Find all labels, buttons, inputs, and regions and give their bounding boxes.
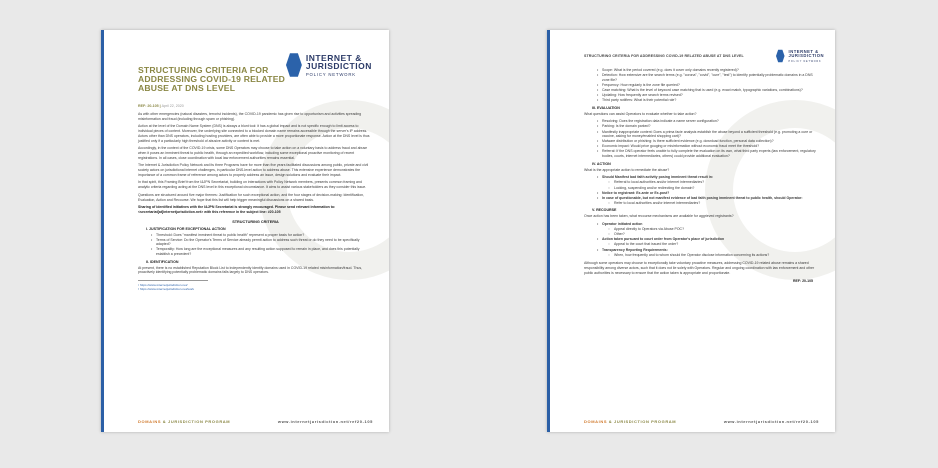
paragraph: Action at the level of the Domain Name System (DNS) is always a blunt tool: it has a global impact and is not specific enough to limit access to individual pieces of content. Moreover, the underlying site connected to a blocked domain name remains accessible through the server's IP address. Actors other than DNS operators, including hosting providers, are often able to provide a more proportionate response. Action at the DNS level is thus justified only if a particularly high threshold of abusive activity or content is met. xyxy=(138,124,370,143)
ijpn-logo xyxy=(286,52,382,78)
paragraph: In that spirit, this Framing Brief from the I&JPN Secretariat, building on interactions with Policy Network members, presents common framing and analytic criteria regarding acting at the DNS level in this exceptional circumstance. It aims to assist various stakeholders as they consider this issue. xyxy=(138,180,367,190)
list-item: • Case matching: What is the level of keyword case matching that is used (e.g. exact match, typographic variations, combinations)? xyxy=(602,88,819,93)
sub-item: ○ Locking, suspending and/or redirecting the domain? xyxy=(614,186,819,191)
list-item: • Referral: If the DNS operator feels unable to fully complete the evaluation on its own, what third party experts (law enforcement, regulatory bodies, courts, internet intermediaries, others) could provide additional evaluation? xyxy=(602,149,819,158)
list-item: • Notice to registrant: Ex-ante or Ex-post? xyxy=(602,191,819,196)
sub-item: ○ Referral to local authorities and/or internet intermediaries? xyxy=(614,180,819,185)
list-item: • Detection: How extensive are the search terms (e.g. "corona", "covid", "cure", "test") to identify potentially problematic domains in a DNS zone file? xyxy=(602,73,819,82)
list-item: • Temporality: How long are the exceptional measures and any resulting action supposed to remain in place, and does this potentially establish a precedent? xyxy=(156,247,373,256)
section-heading: IV. ACTION xyxy=(592,161,611,166)
paragraph: The Internet & Jurisdiction Policy Network and its three Programs have for more than five years facilitated discussions among public, private and civil society actors on jurisdictional internet challenges, in particular DNS-level action to address abuse. This extensive experience demonstrates the importance of a common frame of reference among actors to properly address an issue, design solutions and evaluate their impact. xyxy=(138,163,369,177)
logo-sub: POLICY NETWORK xyxy=(788,59,822,63)
footer-url[interactable]: www.internetjurisdiction.net/ref20-105 xyxy=(277,419,373,424)
paragraph: Once action has been taken, what recourse mechanisms are available for aggrieved registrants? xyxy=(584,214,734,219)
sub-item: ○ Other? xyxy=(614,232,819,237)
page-footer xyxy=(584,419,819,424)
running-title: STRUCTURING CRITERIA FOR ADDRESSING COVID-19 RELATED ABUSE AT DNS LEVEL xyxy=(584,54,744,58)
sub-item: ○ When, how frequently and to whom should the Operator disclose information concerning its actions? xyxy=(614,253,819,258)
sub-item: ○ Appeal directly to Operators via Abuse POC? xyxy=(614,227,819,232)
footer-program: DOMAINS & JURISDICTION PROGRAM xyxy=(138,419,231,424)
ref-number: REF: 20-105 xyxy=(792,279,813,284)
document-page-2 xyxy=(547,30,835,432)
list-item: • Operator initiated action xyxy=(602,222,819,227)
paragraph: At present, there is no established Reputation Block List to independently identify domains used in COVID-19 related misinformation/fraud. Thus, proactively identifying potentially problematic domains falls largely to DNS operators. xyxy=(138,265,363,275)
list-item: • Action taken pursuant to court order from Operator's place of jurisdiction xyxy=(602,237,819,242)
list-item: • Should Manifest bad faith activity posing imminent threat result in: xyxy=(602,175,819,180)
footnote-link[interactable]: ¹ https://www.internetjurisdiction.net/ xyxy=(138,283,188,288)
list-item: • In case of questionable, but not manifest evidence of bad faith posing imminent threat to public health, should Operator: xyxy=(602,196,819,201)
paragraph: Accordingly, in the context of the COVID-19 crisis, some DNS Operators may choose to take action on a voluntary basis to address fraud and abuse when it poses an imminent threat to public health, through an expedited workflow, including some exceptional proactive monitoring of recent registrations. In all cases, close coordination with local law enforcement authorities remains essential. xyxy=(138,146,368,160)
paragraph-contact: Sharing of identified initiatives with the I&JPN Secretariat is strongly encouraged. Please send relevant information to: <secretariat[at]internetjurisdiction.net> with this reference in the subject line: #20-105 xyxy=(138,205,336,214)
list-item: • Frequency: How regularly is the zone file queried? xyxy=(602,83,819,88)
footnote-divider xyxy=(138,280,208,281)
paragraph: What questions can assist Operators to evaluate whether to take action? xyxy=(584,111,697,116)
section-heading: I. JUSTIFICATION FOR EXCEPTIONAL ACTION xyxy=(146,226,226,231)
paragraph: Questions are structured around five major themes: Justification for such exceptional action, and the four stages of decision-making: Identification, Evaluation, Action and Recourse. We hope that this list will help trigger meaningful discussions on a shared basis. xyxy=(138,192,365,202)
paragraph: As with other emergencies (natural disasters, terrorist incidents), the COVID-19 pandemic has given rise to opportunism and activities spreading misinformation and fraud (including through spam or phishing). xyxy=(138,112,362,121)
closing-paragraph: Although some operators may choose to exceptionally take voluntary proactive measures, addressing COVID-19 related abuse remains a shared responsibility among diverse actors, such that it does not lie solely with Operators. Regular and ongoing coordination with law enforcement and other public authorities is necessary to ensure that the action taken is appropriate and proportionate. xyxy=(584,261,815,275)
document-page-1 xyxy=(101,30,389,432)
list-item: • Third party notifiers: What is their potential role? xyxy=(602,98,819,103)
list-item: • Economic impact: Would price gouging or misinformation without economic fraud meet the threshold? xyxy=(602,144,819,149)
list-item: • Malware distribution or phishing: Is there sufficient evidence (e.g. download function, personal data collection)? xyxy=(602,139,819,144)
list-item: • Terms of Service: Do the Operator's Terms of Service already permit action to address such threat or do they need to be specifically adapted? xyxy=(156,238,373,247)
paragraph: What is the appropriate action to remediate the abuse? xyxy=(584,167,670,172)
sub-item: ○ Appeal to the court that issued the order? xyxy=(614,242,819,247)
ijpn-logo xyxy=(776,49,830,63)
section-heading: III. EVALUATION xyxy=(592,105,620,110)
footnote-link[interactable]: ² https://www.internetjurisdiction.net/work xyxy=(138,287,195,292)
page-footer xyxy=(138,419,373,424)
list-item: • Parking: Is the domain parked? xyxy=(602,124,819,129)
footer-url[interactable]: www.internetjurisdiction.net/ref20-105 xyxy=(723,419,819,424)
section-heading: V. RECOURSE xyxy=(592,208,617,213)
section-heading: II. IDENTIFICATION xyxy=(146,259,179,264)
sub-item: ○ Refer to local authorities and/or internet intermediaries? xyxy=(614,201,819,206)
reference-line: REF: 20-105 | April 22, 2020 xyxy=(138,104,184,108)
list-item: • Resolving: Does the registration data indicate a name server configuration? xyxy=(602,119,819,124)
ref-number: REF: 20-105 xyxy=(138,104,159,108)
list-item: • Scope: What is the period covered (e.g. does it cover only domains recently registered)? xyxy=(602,68,819,73)
footer-program: DOMAINS & JURISDICTION PROGRAM xyxy=(584,419,677,424)
list-item: • Updating: How frequently are search terms revised? xyxy=(602,93,819,98)
document-title: STRUCTURING CRITERIA FOR ADDRESSING COVID-19 RELATED ABUSE AT DNS LEVEL xyxy=(138,65,286,93)
hexagon-logo-icon xyxy=(286,52,302,78)
list-item: • Transparency Reporting Requirements: xyxy=(602,248,819,253)
hexagon-logo-icon xyxy=(776,49,785,63)
logo-name: INTERNET & JURISDICTION xyxy=(788,48,825,58)
ref-date: April 22, 2020 xyxy=(161,104,184,108)
logo-sub: POLICY NETWORK xyxy=(305,71,356,77)
page-header xyxy=(572,46,825,68)
logo-name: INTERNET & JURISDICTION xyxy=(305,52,372,71)
list-item: • Manifestly inappropriate content: Does a prima facie analysis establish the abuse beyond a sufficient threshold (e.g. promoting a cure or vaccine, asking for money/enabled shopping cart)? xyxy=(602,130,819,139)
page-header xyxy=(126,46,373,98)
list-item: • Threshold: Does "manifest imminent threat to public health" represent a proper basis for action? xyxy=(156,233,373,238)
criteria-heading: STRUCTURING CRITERIA xyxy=(232,219,279,224)
